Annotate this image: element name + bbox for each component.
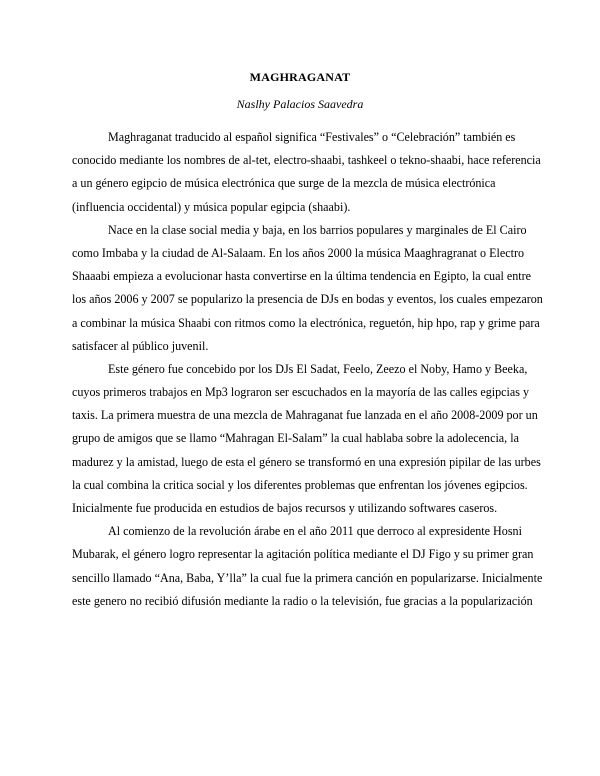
paragraph-line: Al comienzo de la revolución árabe en el año 2011 que derroco al expresidente Hosni bbox=[108, 524, 522, 539]
paragraph-line: como Imbaba y la ciudad de Al-Salaam. En los años 2000 la música Maaghragranat o Electro bbox=[72, 245, 525, 260]
paragraph-line: Nace en la clase social media y baja, en los barrios populares y marginales de El Cairo bbox=[108, 222, 527, 237]
paragraph-line: conocido mediante los nombres de al-tet, electro-shaabi, tashkeel o tekno-shaabi, hace referencia bbox=[72, 153, 541, 168]
paragraph-line: Este género fue concebido por los DJs El Sadat, Feelo, Zeezo el Noby, Hamo y Beeka, bbox=[108, 361, 528, 376]
paragraph-line: los años 2006 y 2007 se popularizo la presencia de DJs en bodas y eventos, los cuales empezaron bbox=[72, 292, 543, 307]
document-body bbox=[72, 126, 543, 613]
paragraph-line: Maghraganat traducido al español significa “Festivales” o “Celebración” también es bbox=[108, 130, 516, 144]
document-title: MAGHRAGANAT bbox=[249, 70, 351, 84]
paragraph-line: satisfacer al público juvenil. bbox=[72, 338, 209, 353]
paragraph-line: Shaaabi empieza a evolucionar hasta convertirse en la última tendencia en Egipto, la cual entre bbox=[72, 269, 532, 284]
paragraph-line: sencillo llamado “Ana, Baba, Y’lla” la cual fue la primera canción en popularizarse. Inicialmente bbox=[72, 570, 543, 585]
paragraph-line: Inicialmente fue producida en estudios de bajos recursos y utilizando softwares caseros. bbox=[72, 501, 498, 515]
document-author: Naslhy Palacios Saavedra bbox=[236, 97, 364, 111]
paragraph bbox=[72, 358, 541, 520]
paragraph-line: taxis. La primera muestra de una mezcla de Mahraganat fue lanzada en el año 2008-2009 por un bbox=[72, 408, 538, 423]
paragraph-line: a un género egipcio de música electrónica que surge de la mezcla de música electrónica bbox=[72, 176, 496, 191]
paragraph-line: a combinar la música Shaabi con ritmos como la electrónica, reguetón, hip hpo, rap y grime para bbox=[72, 315, 540, 330]
paragraph-line: cuyos primeros trabajos en Mp3 lograron ser escuchados en la mayoría de las calles egipcias y bbox=[72, 385, 530, 400]
paragraph-line: este genero no recibió difusión mediante la radio o la televisión, fue gracias a la popularización bbox=[72, 593, 533, 608]
paragraph-line: (influencia occidental) y música popular egipcia (shaabi). bbox=[72, 199, 351, 214]
paragraph-line: Mubarak, el género logro representar la agitación política mediante el DJ Figo y su primer gran bbox=[72, 547, 534, 562]
paragraph bbox=[72, 219, 543, 358]
paragraph-line: madurez y la amistad, luego de esta el género se transformó en una expresión pipilar de las urbes bbox=[72, 454, 541, 469]
paragraph bbox=[72, 520, 543, 613]
paragraph-line: la cual combina la critica social y los diferentes problemas que enfrentan los jóvenes egipcios. bbox=[72, 477, 528, 492]
paragraph bbox=[72, 126, 541, 219]
paragraph-line: grupo de amigos que se llamo “Mahragan El-Salam” la cual hablaba sobre la adolecencia, la bbox=[72, 431, 519, 446]
